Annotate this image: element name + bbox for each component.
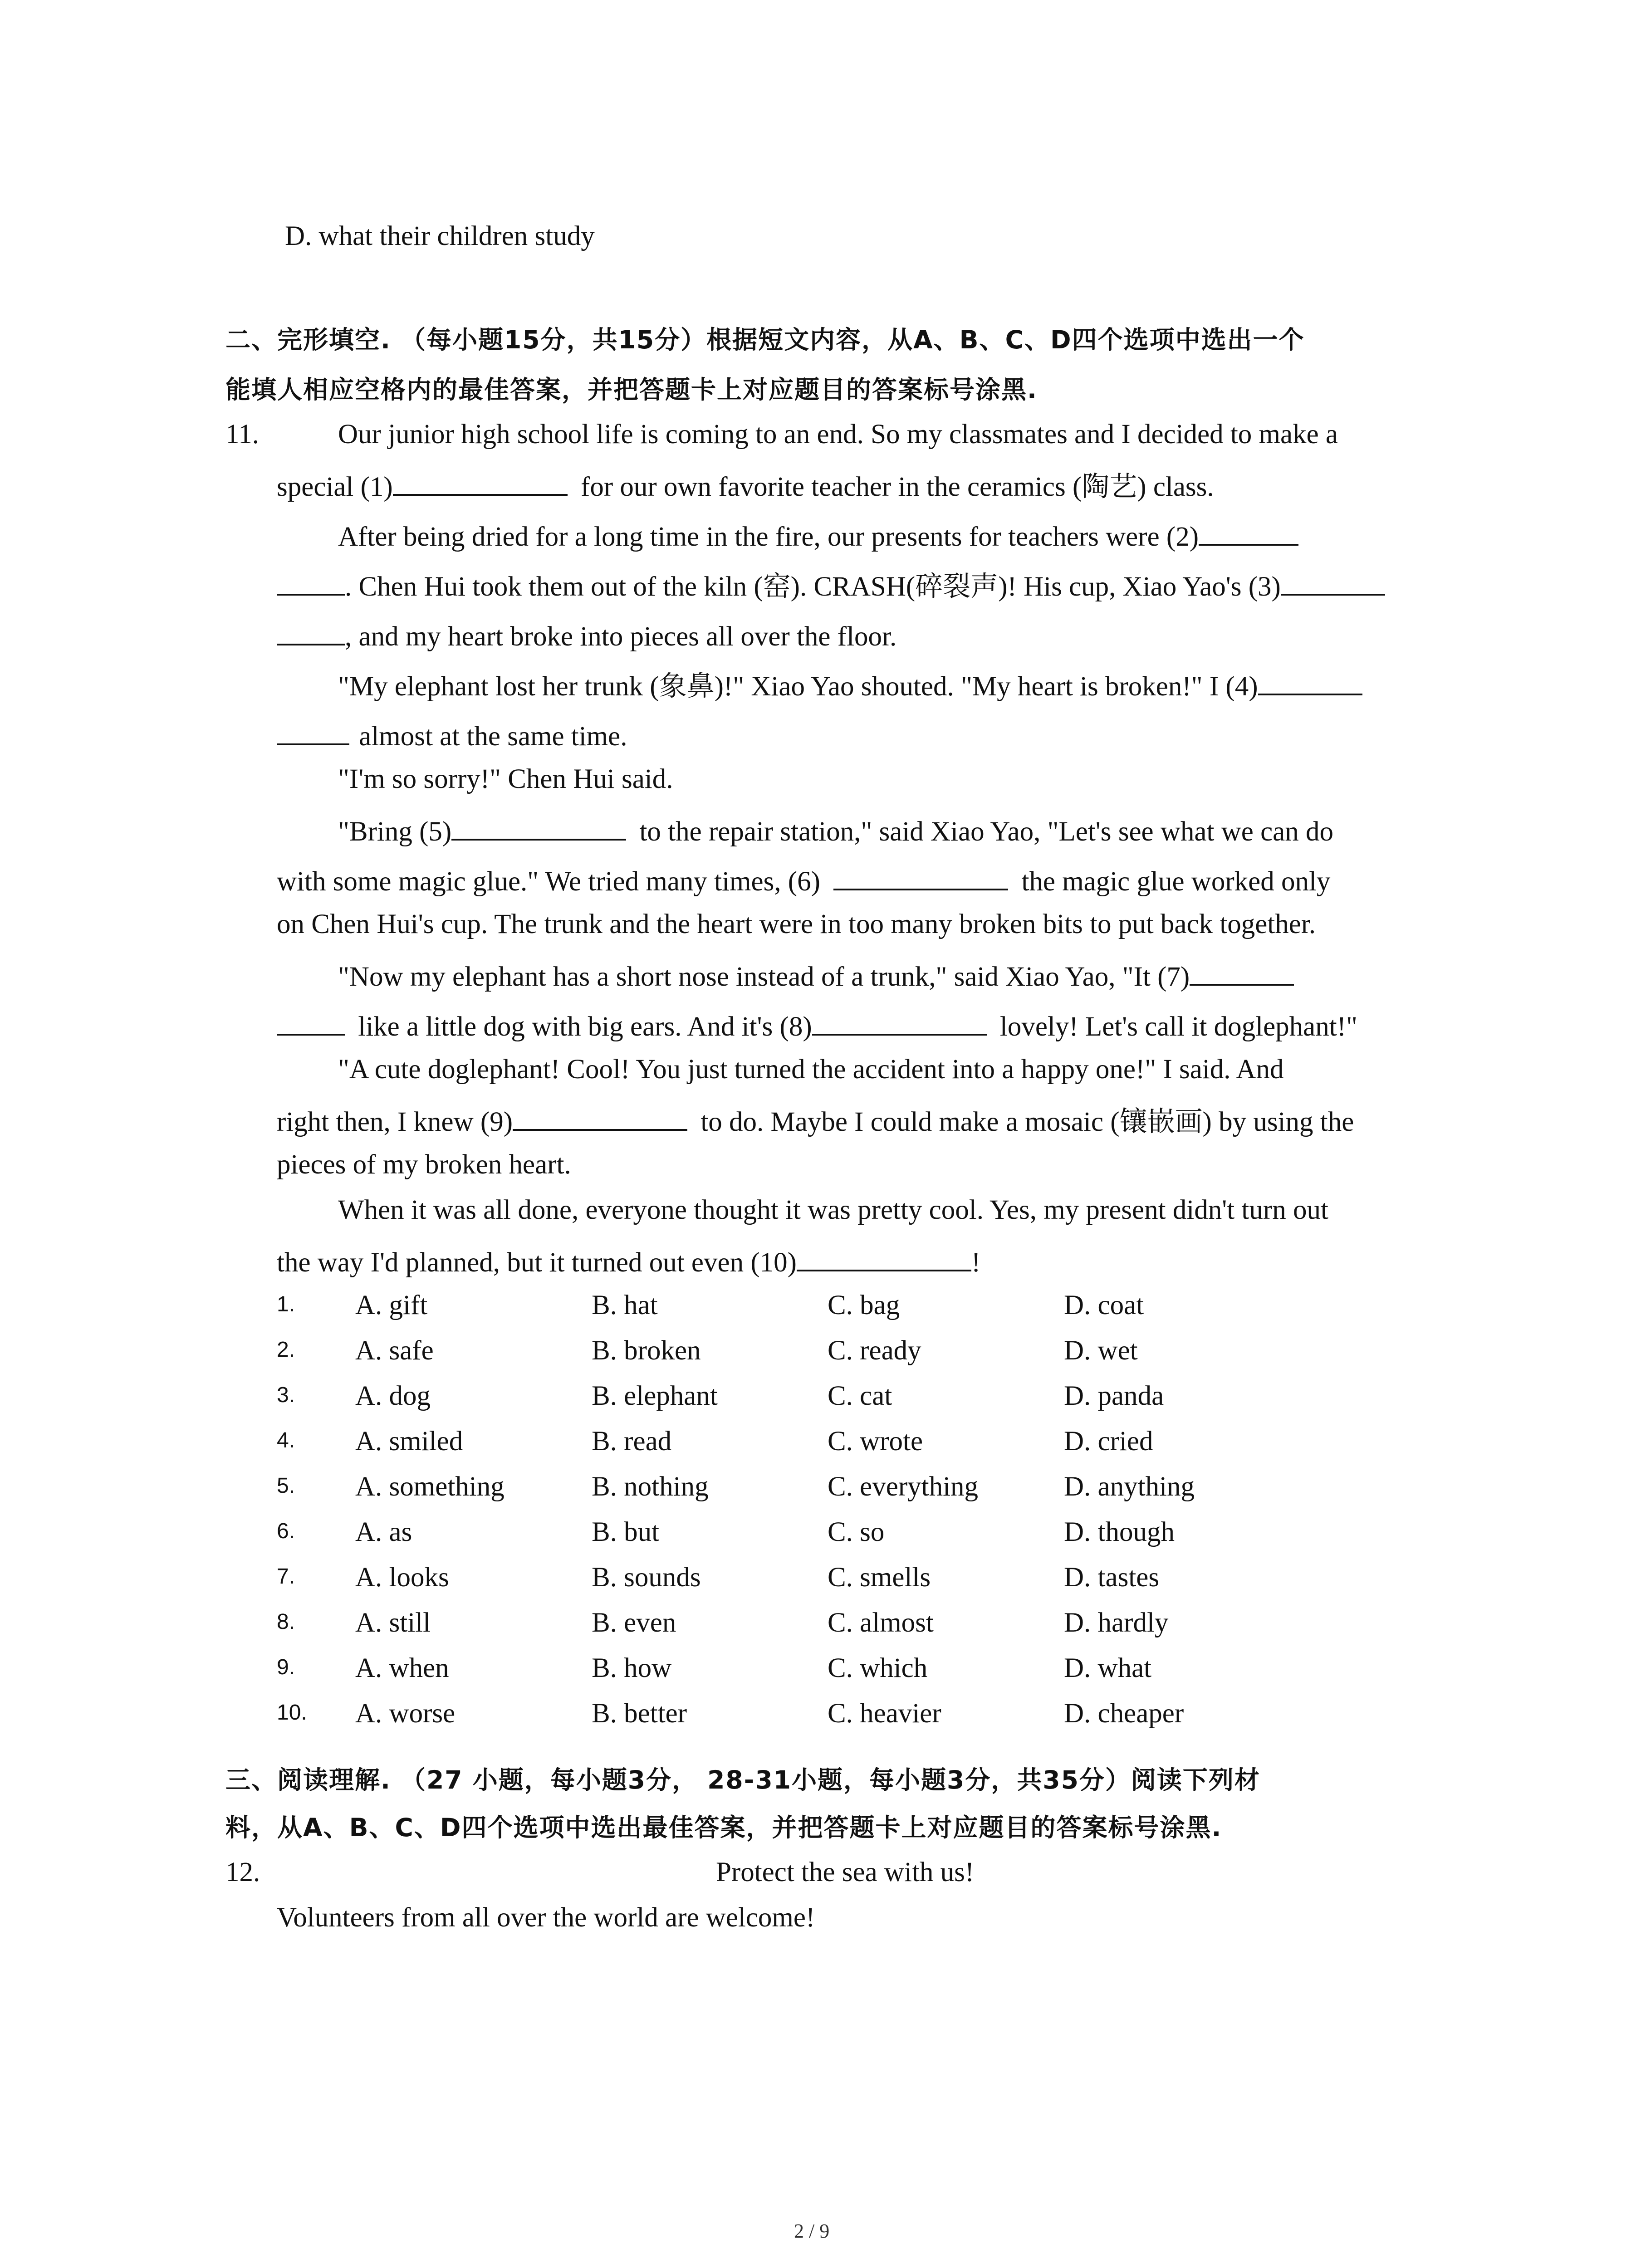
option-a[interactable]: A. as	[355, 1517, 412, 1547]
option-b[interactable]: B. how	[592, 1653, 672, 1683]
option-c[interactable]: C. everything	[828, 1471, 979, 1502]
option-number: 1.	[277, 1292, 295, 1316]
passage-text: !	[971, 1247, 981, 1278]
option-b[interactable]: B. better	[592, 1698, 687, 1729]
option-a[interactable]: A. dog	[355, 1381, 431, 1411]
option-c[interactable]: C. heavier	[828, 1698, 941, 1729]
option-d[interactable]: D. anything	[1064, 1471, 1195, 1502]
blank-5[interactable]	[451, 815, 626, 841]
passage-text: After being dried for a long time in the fire, our presents for teachers were (2)	[338, 522, 1199, 552]
question-number: 11.	[225, 419, 259, 450]
passage-line	[277, 470, 1214, 501]
option-d[interactable]: D. cried	[1064, 1426, 1153, 1457]
option-b[interactable]: B. nothing	[592, 1471, 709, 1502]
option-c[interactable]: C. wrote	[828, 1426, 923, 1457]
option-number: 10.	[277, 1701, 307, 1725]
option-number: 7.	[277, 1564, 295, 1589]
section3-heading-line2: 料，从A、B、C、D四个选项中选出最佳答案，并把答题卡上对应题目的答案标号涂黑.	[225, 1813, 1222, 1842]
option-number: 8.	[277, 1610, 295, 1634]
question-number: 12.	[225, 1857, 260, 1887]
passage-text: right then, I knew (9)	[277, 1107, 513, 1137]
page-number: 2 / 9	[794, 2220, 830, 2242]
passage-text: . Chen Hui took them out of the kiln (窑). CRASH(碎裂声)! His cup, Xiao Yao's (3)	[345, 572, 1281, 602]
passage-line: Our junior high school life is coming to an end. So my classmates and I decided to make a	[338, 419, 1338, 450]
passage-line: Volunteers from all over the world are welcome!	[277, 1902, 815, 1933]
blank-7[interactable]	[1190, 960, 1294, 986]
passage-text: special (1)	[277, 472, 393, 502]
passage-line: "I'm so sorry!" Chen Hui said.	[338, 764, 673, 794]
option-c[interactable]: C. which	[828, 1653, 928, 1683]
passage-text: "My elephant lost her trunk (象鼻)!" Xiao Yao shouted. "My heart is broken!" I (4)	[338, 671, 1258, 702]
passage-text: lovely! Let's call it doglephant!"	[999, 1012, 1357, 1042]
option-c[interactable]: C. smells	[828, 1562, 931, 1593]
passage-line	[277, 570, 1385, 601]
section2-heading-line2: 能填人相应空格内的最佳答案，并把答题卡上对应题目的答案标号涂黑.	[225, 375, 1038, 404]
option-c[interactable]: C. ready	[828, 1335, 921, 1366]
passage-text: to do. Maybe I could make a mosaic (镶嵌画) by using the	[700, 1107, 1354, 1137]
section3-heading-line1: 三、阅读理解. （27 小题，每小题3分， 28-31小题，每小题3分，共35分）阅读下列材	[225, 1765, 1260, 1794]
option-d[interactable]: D. hardly	[1064, 1608, 1169, 1638]
passage-text: to the repair station," said Xiao Yao, "Let's see what we can do	[639, 816, 1333, 847]
passage-line	[277, 720, 627, 750]
option-number: 6.	[277, 1519, 295, 1543]
option-b[interactable]: B. but	[592, 1517, 660, 1547]
passage-text: "Now my elephant has a short nose instead of a trunk," said Xiao Yao, "It (7)	[338, 962, 1190, 992]
option-number: 3.	[277, 1383, 295, 1407]
option-b[interactable]: B. broken	[592, 1335, 701, 1366]
passage-text: the way I'd planned, but it turned out even (10)	[277, 1247, 797, 1278]
blank-6[interactable]	[833, 865, 1008, 890]
option-d[interactable]: D. though	[1064, 1517, 1175, 1547]
option-c[interactable]: C. cat	[828, 1381, 892, 1411]
blank-8[interactable]	[812, 1010, 987, 1036]
passage-text: , and my heart broke into pieces all over the floor.	[345, 621, 897, 652]
option-a[interactable]: A. something	[355, 1471, 505, 1502]
passage-text: like a little dog with big ears. And it's (8)	[358, 1012, 812, 1042]
passage-line	[277, 620, 896, 650]
passage-line: pieces of my broken heart.	[277, 1149, 571, 1180]
option-d[interactable]: D. wet	[1064, 1335, 1138, 1366]
passage-title: Protect the sea with us!	[716, 1857, 975, 1887]
option-c[interactable]: C. so	[828, 1517, 885, 1547]
option-d[interactable]: D. tastes	[1064, 1562, 1160, 1593]
passage-text: with some magic glue." We tried many times, (6)	[277, 866, 820, 897]
blank-9[interactable]	[513, 1105, 687, 1131]
option-a[interactable]: A. gift	[355, 1290, 428, 1320]
option-number: 9.	[277, 1655, 295, 1679]
blank-4-cont[interactable]	[277, 720, 349, 745]
section2-heading-line1: 二、完形填空. （每小题15分，共15分）根据短文内容，从A、B、C、D四个选项中选出一个	[225, 325, 1305, 354]
passage-text: almost at the same time.	[359, 721, 627, 752]
option-b[interactable]: B. hat	[592, 1290, 658, 1320]
passage-line	[277, 1105, 1354, 1136]
passage-line: on Chen Hui's cup. The trunk and the heart were in too many broken bits to put back together.	[277, 909, 1316, 939]
option-a[interactable]: A. safe	[355, 1335, 434, 1366]
blank-2[interactable]	[1199, 520, 1298, 546]
blank-3-cont[interactable]	[277, 620, 345, 645]
option-a[interactable]: A. worse	[355, 1698, 456, 1729]
option-b[interactable]: B. sounds	[592, 1562, 701, 1593]
option-d[interactable]: D. what	[1064, 1653, 1152, 1683]
passage-line: When it was all done, everyone thought it was pretty cool. Yes, my present didn't turn out	[338, 1195, 1328, 1225]
passage-line: "A cute doglephant! Cool! You just turned the accident into a happy one!" I said. And	[338, 1054, 1284, 1085]
option-number: 5.	[277, 1474, 295, 1498]
blank-4[interactable]	[1258, 670, 1362, 695]
passage-line	[338, 960, 1294, 991]
option-a[interactable]: A. looks	[355, 1562, 449, 1593]
option-c[interactable]: C. bag	[828, 1290, 900, 1320]
option-d[interactable]: D. panda	[1064, 1381, 1164, 1411]
blank-10[interactable]	[797, 1246, 971, 1271]
blank-3[interactable]	[1281, 570, 1385, 596]
option-c[interactable]: C. almost	[828, 1608, 934, 1638]
option-d[interactable]: D. coat	[1064, 1290, 1144, 1320]
passage-text: for our own favorite teacher in the ceramics (陶艺) class.	[581, 472, 1214, 502]
blank-2-cont[interactable]	[277, 570, 345, 596]
blank-7-cont[interactable]	[277, 1010, 345, 1036]
passage-line	[338, 520, 1298, 551]
option-a[interactable]: A. smiled	[355, 1426, 463, 1457]
option-b[interactable]: B. read	[592, 1426, 672, 1457]
passage-line	[338, 670, 1362, 700]
passage-line	[338, 815, 1333, 846]
option-b[interactable]: B. elephant	[592, 1381, 718, 1411]
blank-1[interactable]	[393, 470, 568, 496]
option-b[interactable]: B. even	[592, 1608, 676, 1638]
option-number: 4.	[277, 1428, 295, 1452]
passage-line	[277, 1246, 980, 1276]
passage-line	[277, 1010, 1357, 1041]
option-a[interactable]: A. when	[355, 1653, 449, 1683]
passage-line	[277, 865, 1330, 895]
option-d[interactable]: D. cheaper	[1064, 1698, 1184, 1729]
passage-text: the magic glue worked only	[1021, 866, 1331, 897]
option-number: 2.	[277, 1338, 295, 1362]
option-a[interactable]: A. still	[355, 1608, 431, 1638]
previous-option-d: D. what their children study	[285, 221, 595, 251]
passage-text: "Bring (5)	[338, 816, 452, 847]
